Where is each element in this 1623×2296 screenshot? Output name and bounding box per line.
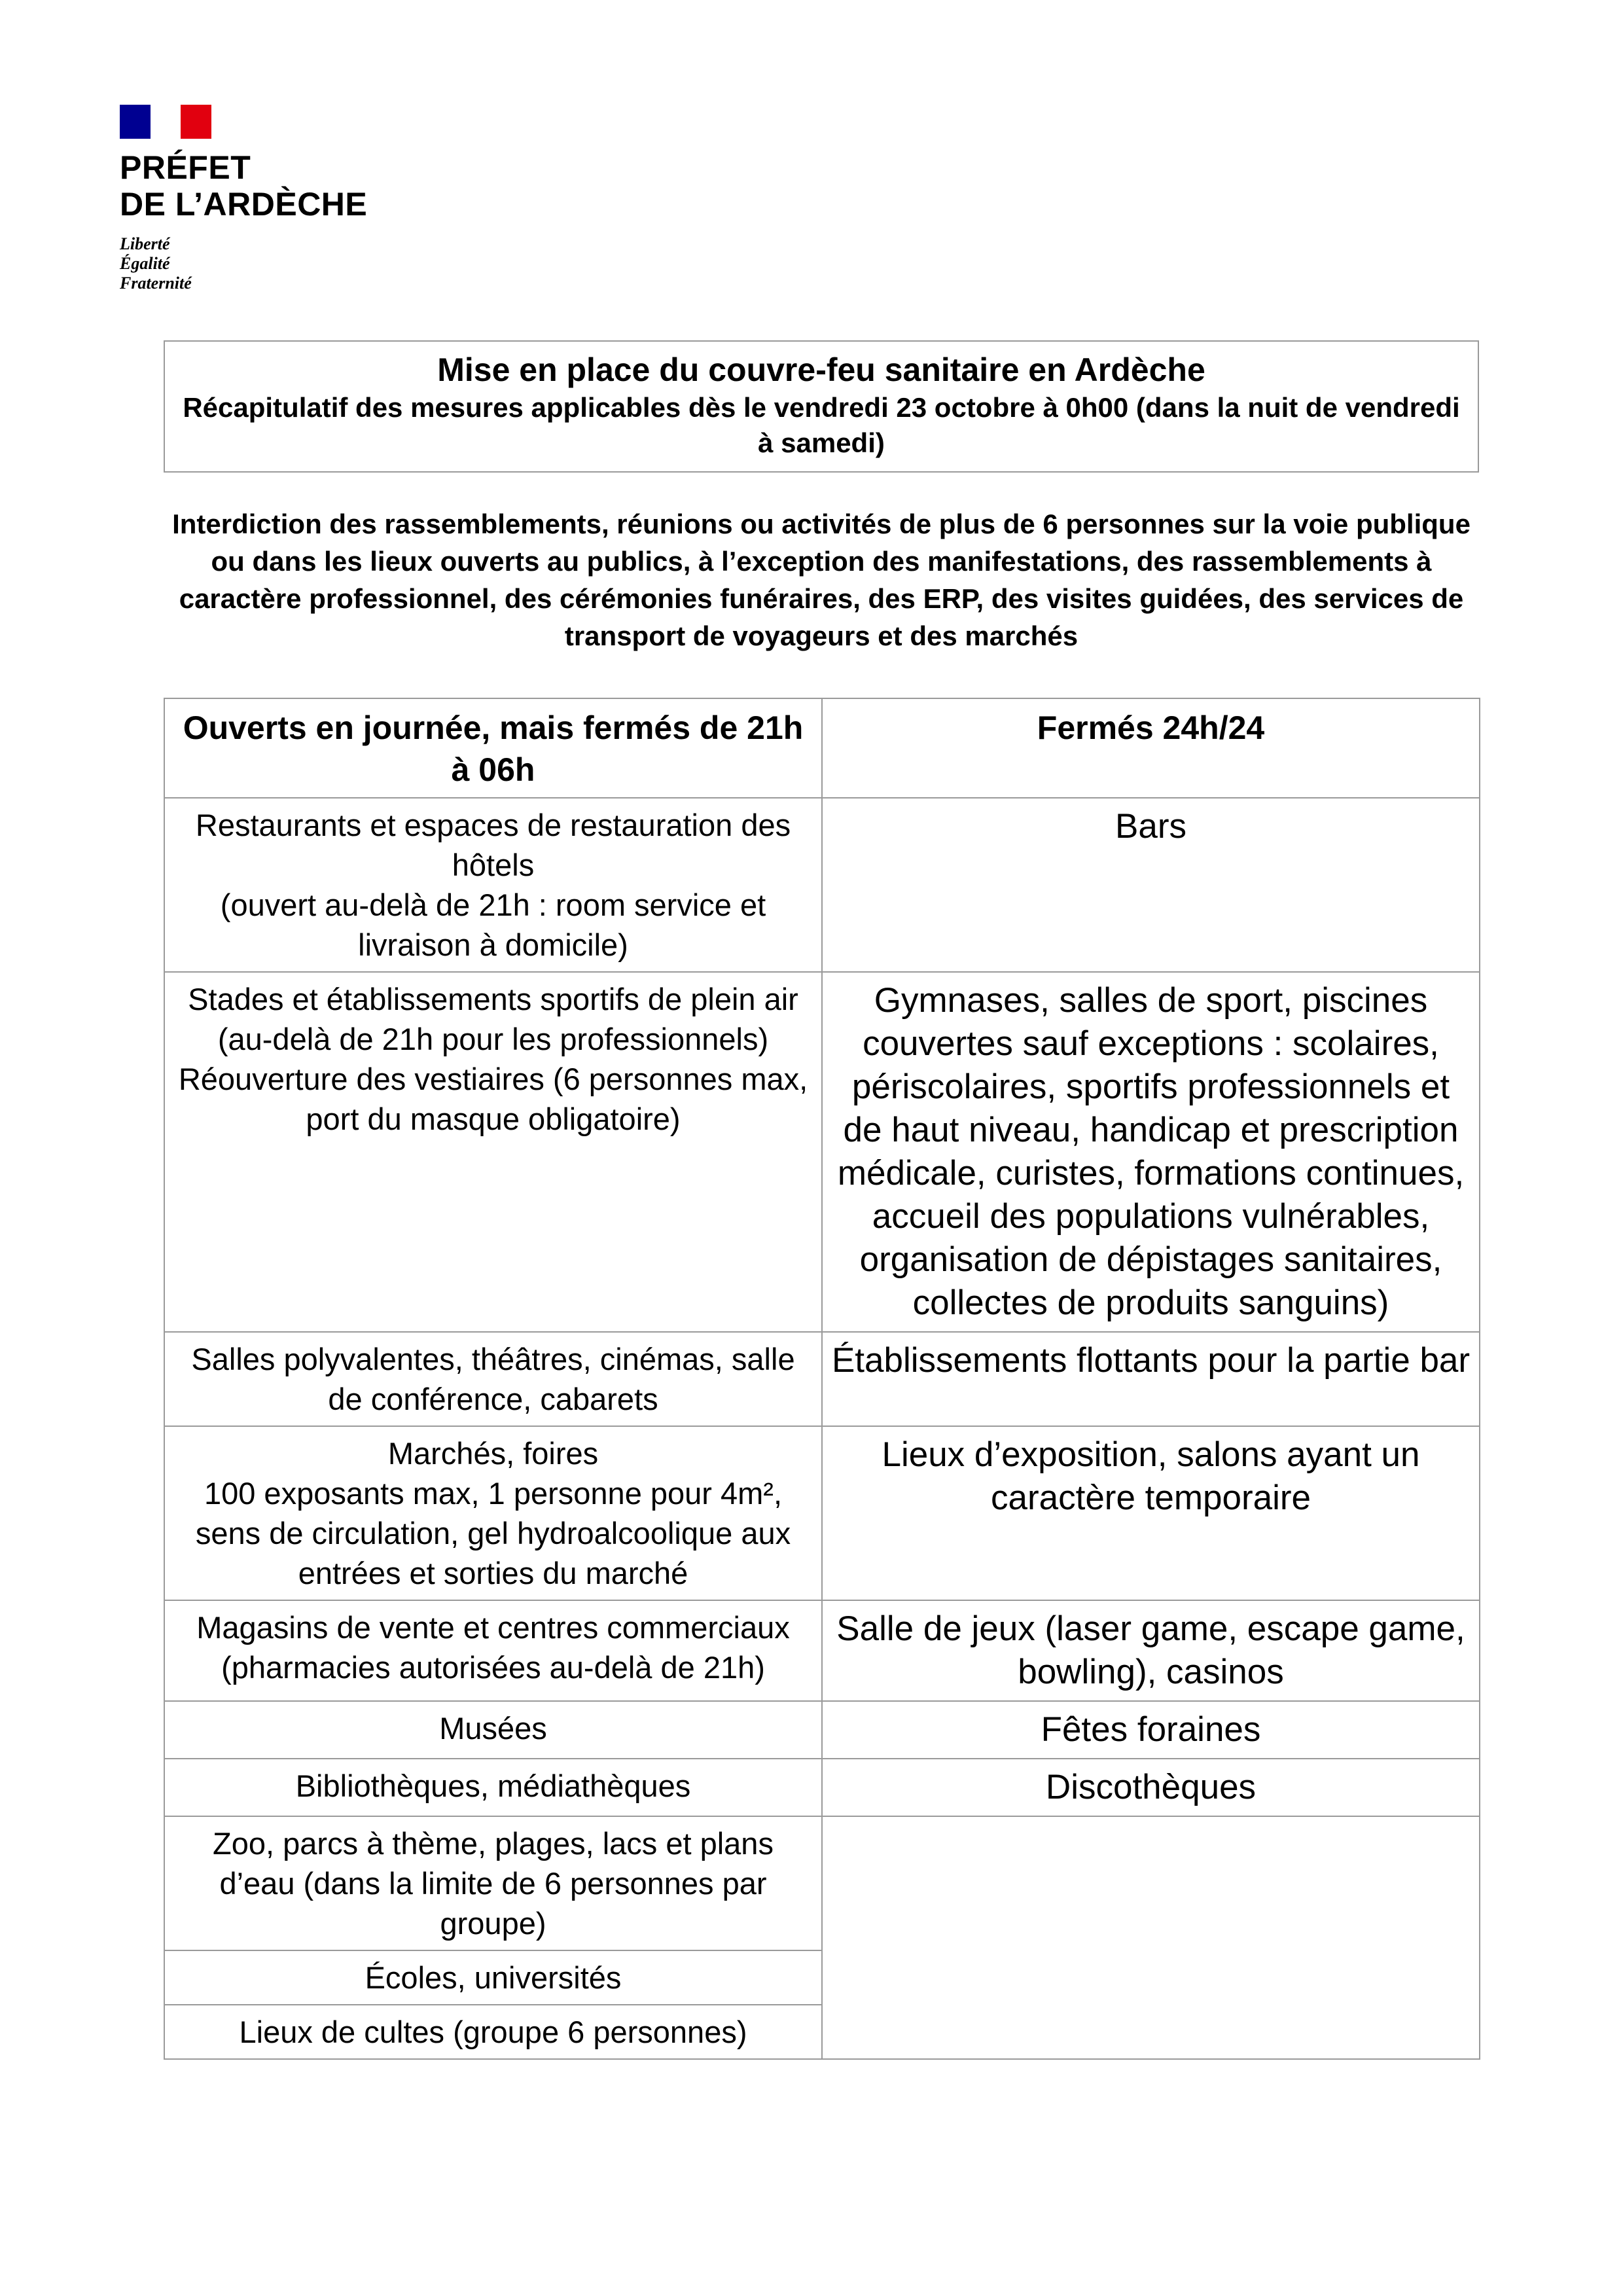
table-header-row	[164, 698, 1480, 798]
page-subtitle: Récapitulatif des mesures applicables dès le vendredi 23 octobre à 0h00 (dans la nuit de vendredi à samedi)	[183, 392, 1460, 458]
cell-open: Salles polyvalentes, théâtres, cinémas, salle de conférence, cabarets	[164, 1332, 822, 1426]
cell-open: Bibliothèques, médiathèques	[164, 1759, 822, 1816]
cell-open: Restaurants et espaces de restauration des hôtels (ouvert au-delà de 21h : room service et livraison à domicile)	[164, 798, 822, 972]
motto-liberte: Liberté	[120, 234, 170, 253]
table-row	[164, 1332, 1480, 1426]
page-title: Mise en place du couvre-feu sanitaire en Ardèche	[437, 351, 1205, 388]
brand-name	[120, 149, 367, 223]
table-row	[164, 1701, 1480, 1759]
cell-closed: Établissements flottants pour la partie bar	[822, 1332, 1480, 1426]
cell-open: Écoles, universités	[164, 1950, 822, 2005]
header-closed-all-day: Fermés 24h/24	[822, 698, 1480, 798]
brand-line-2: DE L’ARDÈCHE	[120, 186, 368, 223]
measures-table	[164, 698, 1480, 2060]
table-row	[164, 972, 1480, 1332]
table-row	[164, 1600, 1480, 1701]
cell-closed: Bars	[822, 798, 1480, 972]
cell-closed: Gymnases, salles de sport, piscines couvertes sauf exceptions : scolaires, périscolaires, sportifs professionnels et de haut niveau, handicap et prescription médicale, curistes, formations continues, accueil des populations vulnérables, organisation de dépistages sanitaires, collectes de produits sanguins)	[822, 972, 1480, 1332]
brand-line-1: PRÉFET	[120, 149, 251, 186]
table-row	[164, 1759, 1480, 1816]
cell-closed: Salle de jeux (laser game, escape game, bowling), casinos	[822, 1600, 1480, 1701]
cell-open: Musées	[164, 1701, 822, 1759]
motto	[120, 234, 367, 293]
marianne-flag-icon	[120, 105, 211, 139]
motto-egalite: Égalité	[120, 254, 170, 273]
motto-fraternite: Fraternité	[120, 274, 192, 293]
cell-open: Stades et établissements sportifs de plein air (au-delà de 21h pour les professionnels) Réouverture des vestiaires (6 personnes max, port du masque obligatoire)	[164, 972, 822, 1332]
cell-closed: Lieux d’exposition, salons ayant un caractère temporaire	[822, 1426, 1480, 1600]
header-open-daytime: Ouverts en journée, mais fermés de 21h à 06h	[164, 698, 822, 798]
title-box	[164, 340, 1479, 473]
cell-closed-empty	[822, 1816, 1480, 2059]
prefecture-logo	[120, 105, 367, 293]
table-row	[164, 1426, 1480, 1600]
cell-closed: Discothèques	[822, 1759, 1480, 1816]
cell-open: Magasins de vente et centres commerciaux (pharmacies autorisées au-delà de 21h)	[164, 1600, 822, 1701]
cell-open: Lieux de cultes (groupe 6 personnes)	[164, 2005, 822, 2059]
cell-open: Zoo, parcs à thème, plages, lacs et plans d’eau (dans la limite de 6 personnes par groupe)	[164, 1816, 822, 1950]
table-row	[164, 1816, 1480, 1950]
cell-closed: Fêtes foraines	[822, 1701, 1480, 1759]
gathering-notice: Interdiction des rassemblements, réunions ou activités de plus de 6 personnes sur la voie publique ou dans les lieux ouverts au publics, à l’exception des manifestations, des rassemblements à caractère professionnel, des cérémonies funéraires, des ERP, des visites guidées, des services de transport de voyageurs et des marchés	[172, 509, 1471, 651]
table-row	[164, 798, 1480, 972]
cell-open: Marchés, foires 100 exposants max, 1 personne pour 4m², sens de circulation, gel hydroalcoolique aux entrées et sorties du marché	[164, 1426, 822, 1600]
